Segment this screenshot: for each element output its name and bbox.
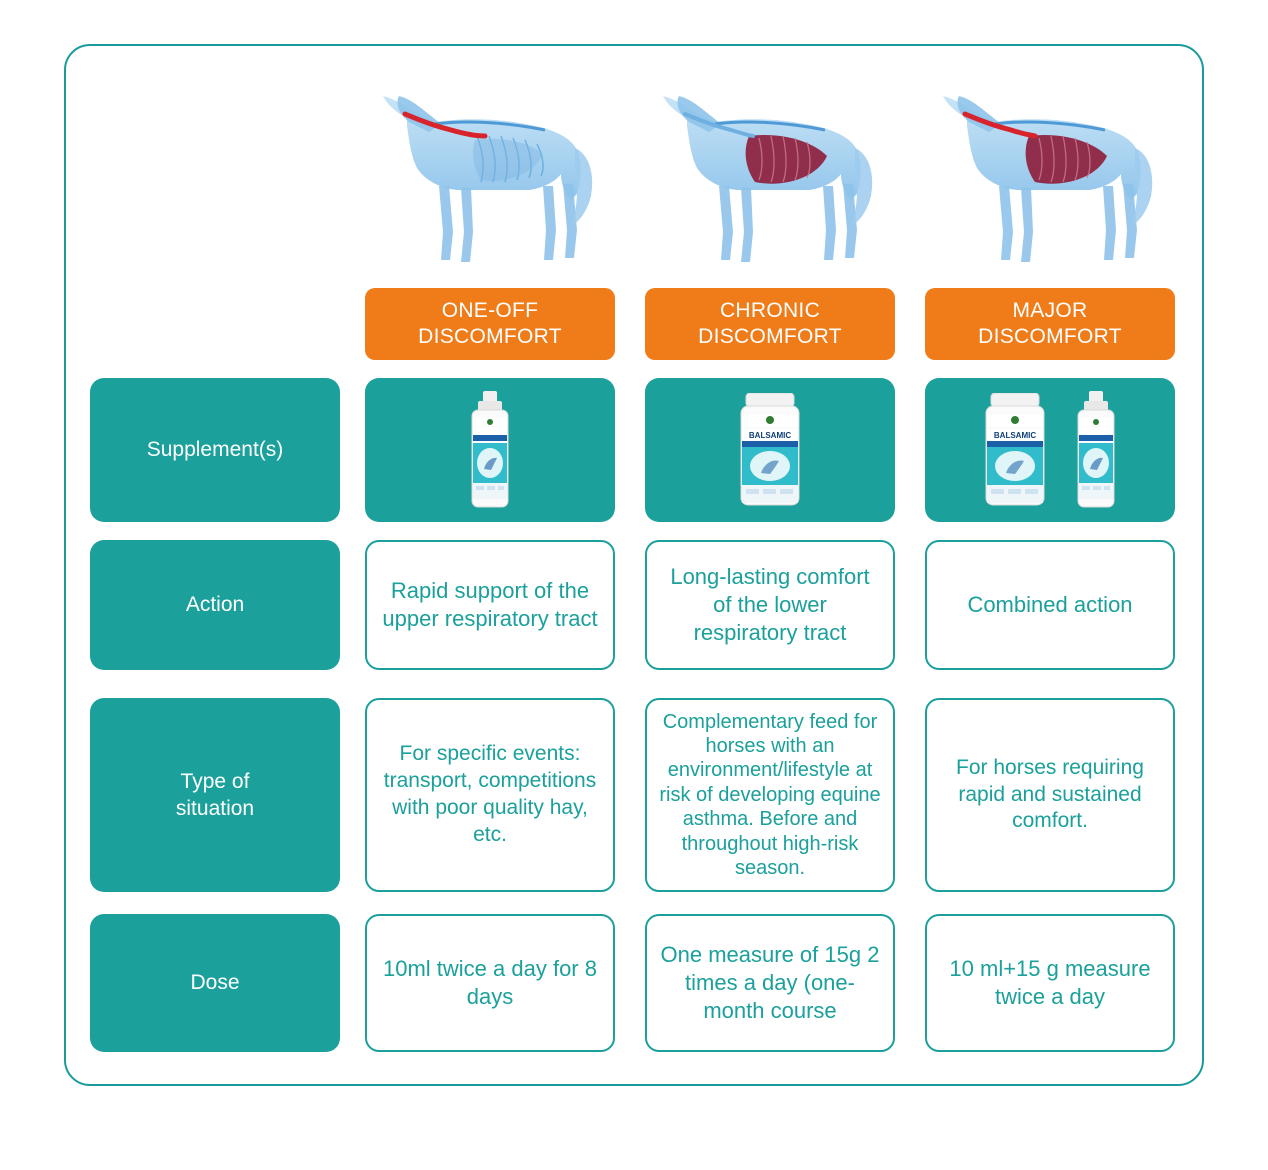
column-header-line1: ONE-OFF xyxy=(441,298,539,322)
column-header-chronic xyxy=(645,288,895,360)
action-text: Rapid support of the upper respiratory tract xyxy=(382,577,598,631)
dose-cell-major xyxy=(925,914,1175,1052)
column-header-line1: MAJOR xyxy=(1012,298,1088,322)
dose-text: 10ml twice a day for 8 days xyxy=(383,955,597,1009)
row-label-action xyxy=(90,540,340,670)
dose-cell-chronic xyxy=(645,914,895,1052)
column-header-one-off xyxy=(365,288,615,360)
action-cell-one-off xyxy=(365,540,615,670)
dose-text: 10 ml+15 g measure twice a day xyxy=(949,955,1151,1009)
row-label-text: Dose xyxy=(190,971,240,995)
horse-anatomy-lower-lung-icon xyxy=(645,78,895,278)
column-header-major xyxy=(925,288,1175,360)
dose-text: One measure of 15g 2 times a day (one-month course xyxy=(660,941,880,1024)
situation-text: For horses requiring rapid and sustained comfort. xyxy=(956,755,1144,833)
horse-anatomy-upper-airway-icon xyxy=(365,78,615,278)
action-cell-chronic xyxy=(645,540,895,670)
row-label-supplements xyxy=(90,378,340,522)
column-header-line2: DISCOMFORT xyxy=(418,325,562,348)
row-label-line2: situation xyxy=(175,797,255,820)
product-balsamic-control-jar xyxy=(733,393,807,507)
supplement-cell-one-off xyxy=(365,378,615,522)
row-label-dose xyxy=(90,914,340,1052)
dose-cell-one-off xyxy=(365,914,615,1052)
product-balsamic-air-bottle xyxy=(1070,391,1122,509)
column-header-line2: DISCOMFORT xyxy=(978,325,1122,348)
action-text: Combined action xyxy=(967,591,1133,617)
supplement-cell-chronic xyxy=(645,378,895,522)
row-label-text: Action xyxy=(185,593,245,617)
product-balsamic-air-bottle xyxy=(464,391,516,509)
svg-text:BALSAMIC: BALSAMIC xyxy=(993,431,1037,440)
row-label-situation xyxy=(90,698,340,892)
horse-anatomy-full-respiratory-icon xyxy=(925,78,1175,278)
situation-text: Complementary feed for horses with an environment/lifestyle at risk of developing equine asthma. Before and throughout high-risk season. xyxy=(659,710,881,879)
svg-text:BALSAMIC: BALSAMIC xyxy=(748,431,792,440)
situation-cell-major xyxy=(925,698,1175,892)
action-text: Long-lasting comfort of the lower respiratory tract xyxy=(670,563,870,646)
supplement-cell-major xyxy=(925,378,1175,522)
column-header-line1: CHRONIC xyxy=(719,298,821,322)
product-balsamic-control-jar xyxy=(978,393,1052,507)
situation-cell-chronic xyxy=(645,698,895,892)
column-header-line2: DISCOMFORT xyxy=(698,325,842,348)
row-label-line1: Type of xyxy=(180,769,250,793)
row-label-text: Supplement(s) xyxy=(146,438,284,462)
action-cell-major xyxy=(925,540,1175,670)
situation-cell-one-off xyxy=(365,698,615,892)
situation-text: For specific events: transport, competitions with poor quality hay, etc. xyxy=(383,742,597,846)
